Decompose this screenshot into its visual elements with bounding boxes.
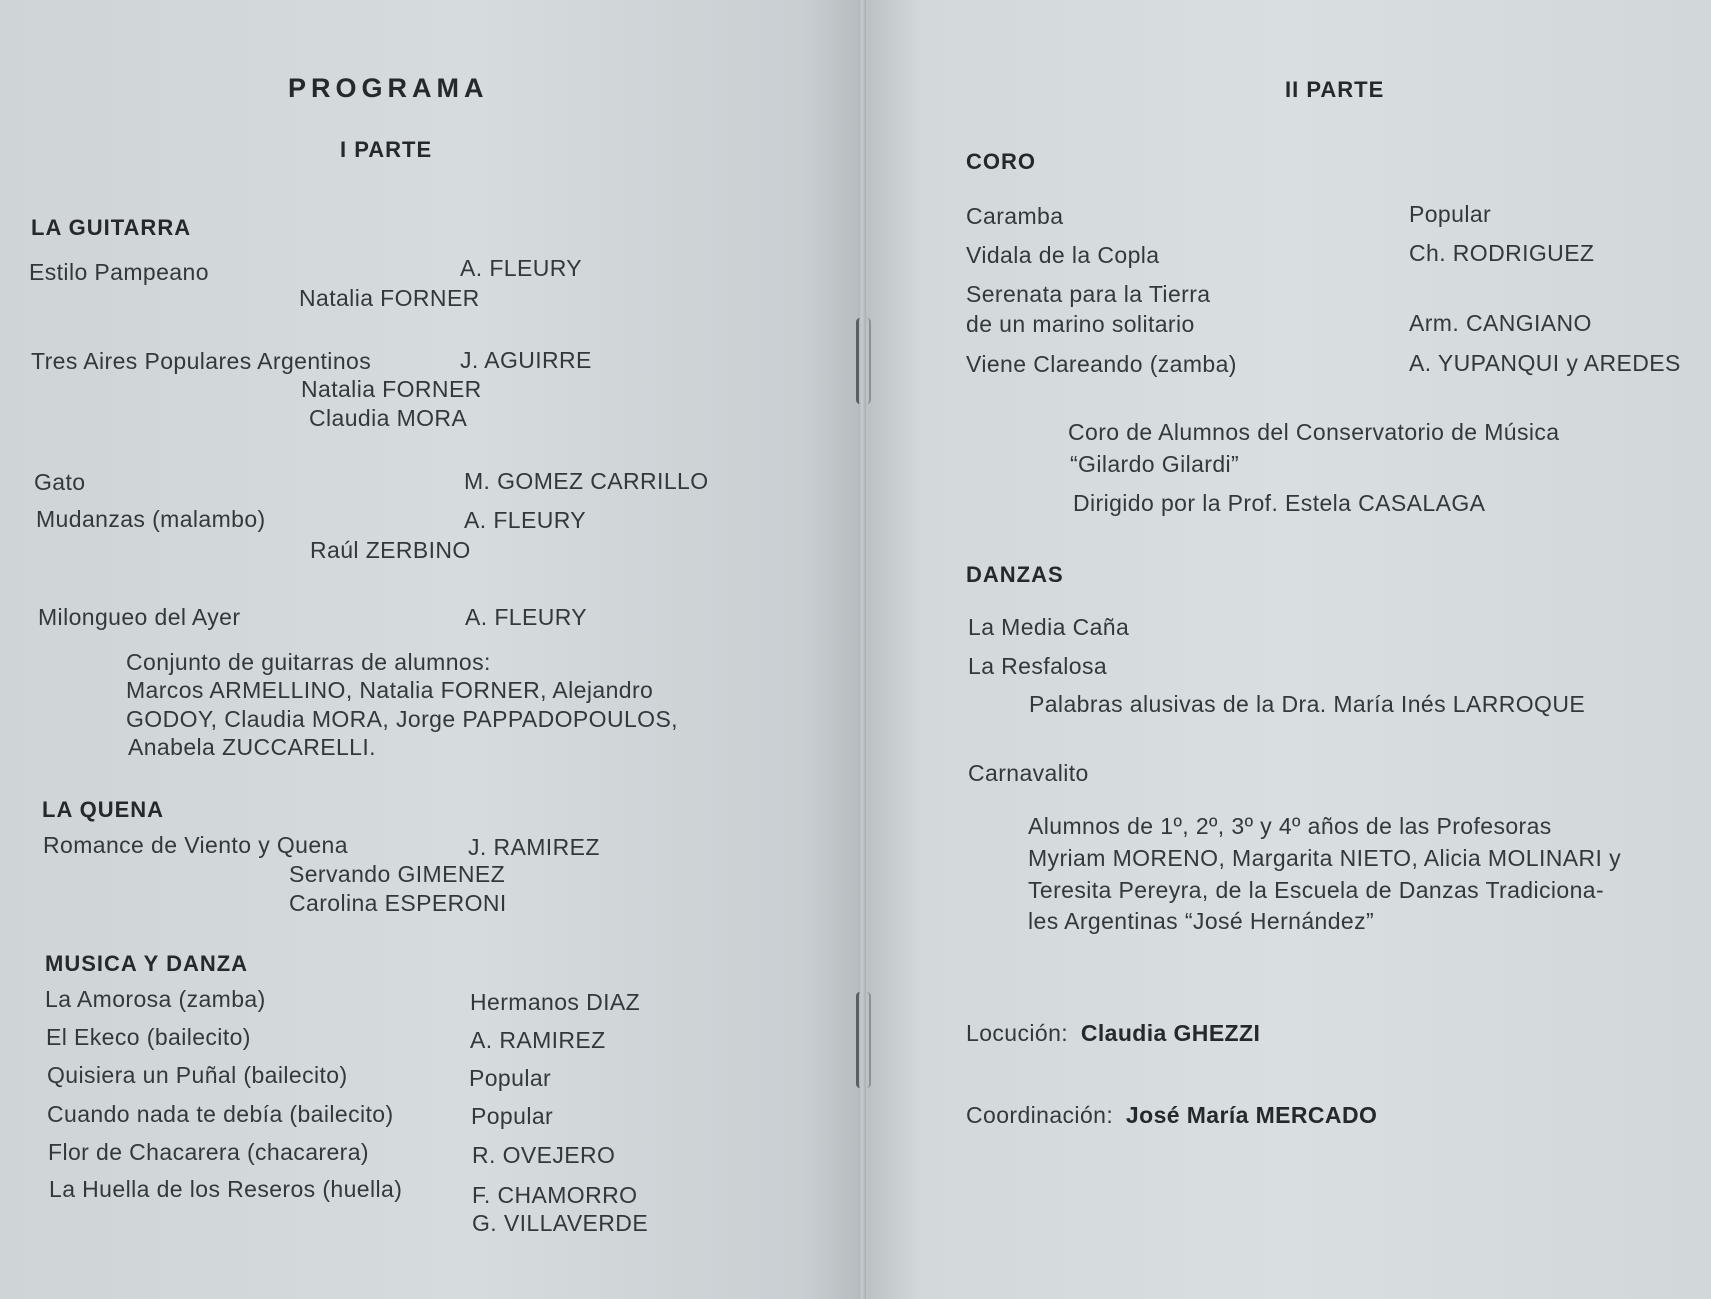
work-title: Viene Clareando (zamba) xyxy=(966,351,1237,377)
work-title: Cuando nada te debía (bailecito) xyxy=(47,1101,394,1127)
work-title: Quisiera un Puñal (bailecito) xyxy=(47,1062,348,1088)
dance-title: La Media Caña xyxy=(968,614,1130,640)
work-title: de un marino solitario xyxy=(966,311,1195,337)
composer: Popular xyxy=(471,1103,554,1129)
work-title: Vidala de la Copla xyxy=(966,242,1160,268)
composer: Hermanos DIAZ xyxy=(470,989,641,1015)
dance-credit-line: les Argentinas “José Hernández” xyxy=(1028,908,1375,934)
performer: Claudia MORA xyxy=(309,405,468,431)
composer: G. VILLAVERDE xyxy=(472,1210,649,1236)
composer: Arm. CANGIANO xyxy=(1409,310,1592,336)
performer: Servando GIMENEZ xyxy=(289,861,506,887)
composer: Ch. RODRIGUEZ xyxy=(1409,240,1595,266)
composer: Popular xyxy=(469,1065,552,1091)
work-title: Romance de Viento y Quena xyxy=(43,832,348,858)
performer: Raúl ZERBINO xyxy=(310,537,471,563)
performer: Natalia FORNER xyxy=(301,376,482,402)
dance-credit-line: Alumnos de 1º, 2º, 3º y 4º años de las Profesoras xyxy=(1028,813,1552,839)
dance-credit-line: Teresita Pereyra, de la Escuela de Danzas Tradiciona- xyxy=(1028,877,1605,903)
ensemble-line: GODOY, Claudia MORA, Jorge PAPPADOPOULOS, xyxy=(126,706,678,732)
work-title: Milongueo del Ayer xyxy=(38,604,241,630)
performer: Natalia FORNER xyxy=(299,285,480,311)
staple-top xyxy=(856,318,871,404)
locucion-line xyxy=(966,1019,1260,1047)
locucion-label: Locución: xyxy=(966,1020,1069,1046)
dance-title: La Resfalosa xyxy=(968,653,1108,679)
ensemble-line: Anabela ZUCCARELLI. xyxy=(128,734,376,760)
work-title: Serenata para la Tierra xyxy=(966,281,1211,307)
booklet-spine xyxy=(858,0,866,1299)
composer: A. YUPANQUI y AREDES xyxy=(1409,350,1681,376)
program-title: PROGRAMA xyxy=(288,73,489,103)
section-heading-musica-y-danza: MUSICA Y DANZA xyxy=(45,951,249,976)
section-heading-quena: LA QUENA xyxy=(42,797,165,822)
work-title: Tres Aires Populares Argentinos xyxy=(31,348,372,374)
coordinacion-name: José María MERCADO xyxy=(1125,1102,1378,1128)
part-two-heading: II PARTE xyxy=(1285,77,1385,102)
composer: Popular xyxy=(1409,201,1492,227)
choir-director: Dirigido por la Prof. Estela CASALAGA xyxy=(1073,490,1486,516)
choir-credit: “Gilardo Gilardi” xyxy=(1070,451,1240,477)
choir-credit: Coro de Alumnos del Conservatorio de Música xyxy=(1068,419,1560,445)
composer: R. OVEJERO xyxy=(472,1142,616,1168)
work-title: Estilo Pampeano xyxy=(29,259,209,285)
composer: F. CHAMORRO xyxy=(472,1182,638,1208)
staple-bottom xyxy=(856,992,871,1088)
performer: Carolina ESPERONI xyxy=(289,890,507,916)
work-title: La Amorosa (zamba) xyxy=(45,986,266,1012)
coordinacion-label: Coordinación: xyxy=(966,1102,1114,1128)
work-title: Flor de Chacarera (chacarera) xyxy=(48,1139,369,1165)
composer: A. FLEURY xyxy=(460,255,583,281)
part-one-heading: I PARTE xyxy=(340,137,433,162)
work-title: Caramba xyxy=(966,203,1064,229)
remarks-line: Palabras alusivas de la Dra. María Inés LARROQUE xyxy=(1029,691,1586,717)
composer: A. FLEURY xyxy=(464,507,587,533)
composer: A. RAMIREZ xyxy=(470,1027,606,1053)
work-title: Gato xyxy=(34,469,86,495)
composer: J. RAMIREZ xyxy=(468,834,600,860)
coordinacion-line xyxy=(966,1101,1377,1129)
section-heading-coro: CORO xyxy=(966,149,1036,174)
locucion-name: Claudia GHEZZI xyxy=(1080,1020,1261,1046)
section-heading-guitarra: LA GUITARRA xyxy=(31,215,192,240)
work-title: Mudanzas (malambo) xyxy=(36,506,266,532)
composer: J. AGUIRRE xyxy=(460,347,592,373)
work-title: El Ekeco (bailecito) xyxy=(46,1024,251,1050)
dance-title: Carnavalito xyxy=(968,760,1089,786)
ensemble-line: Conjunto de guitarras de alumnos: xyxy=(126,649,491,675)
ensemble-line: Marcos ARMELLINO, Natalia FORNER, Alejandro xyxy=(126,677,654,703)
composer: A. FLEURY xyxy=(465,604,588,630)
work-title: La Huella de los Reseros (huella) xyxy=(49,1176,403,1202)
section-heading-danzas: DANZAS xyxy=(966,562,1064,587)
dance-credit-line: Myriam MORENO, Margarita NIETO, Alicia MOLINARI y xyxy=(1028,845,1621,871)
composer: M. GOMEZ CARRILLO xyxy=(464,468,709,494)
